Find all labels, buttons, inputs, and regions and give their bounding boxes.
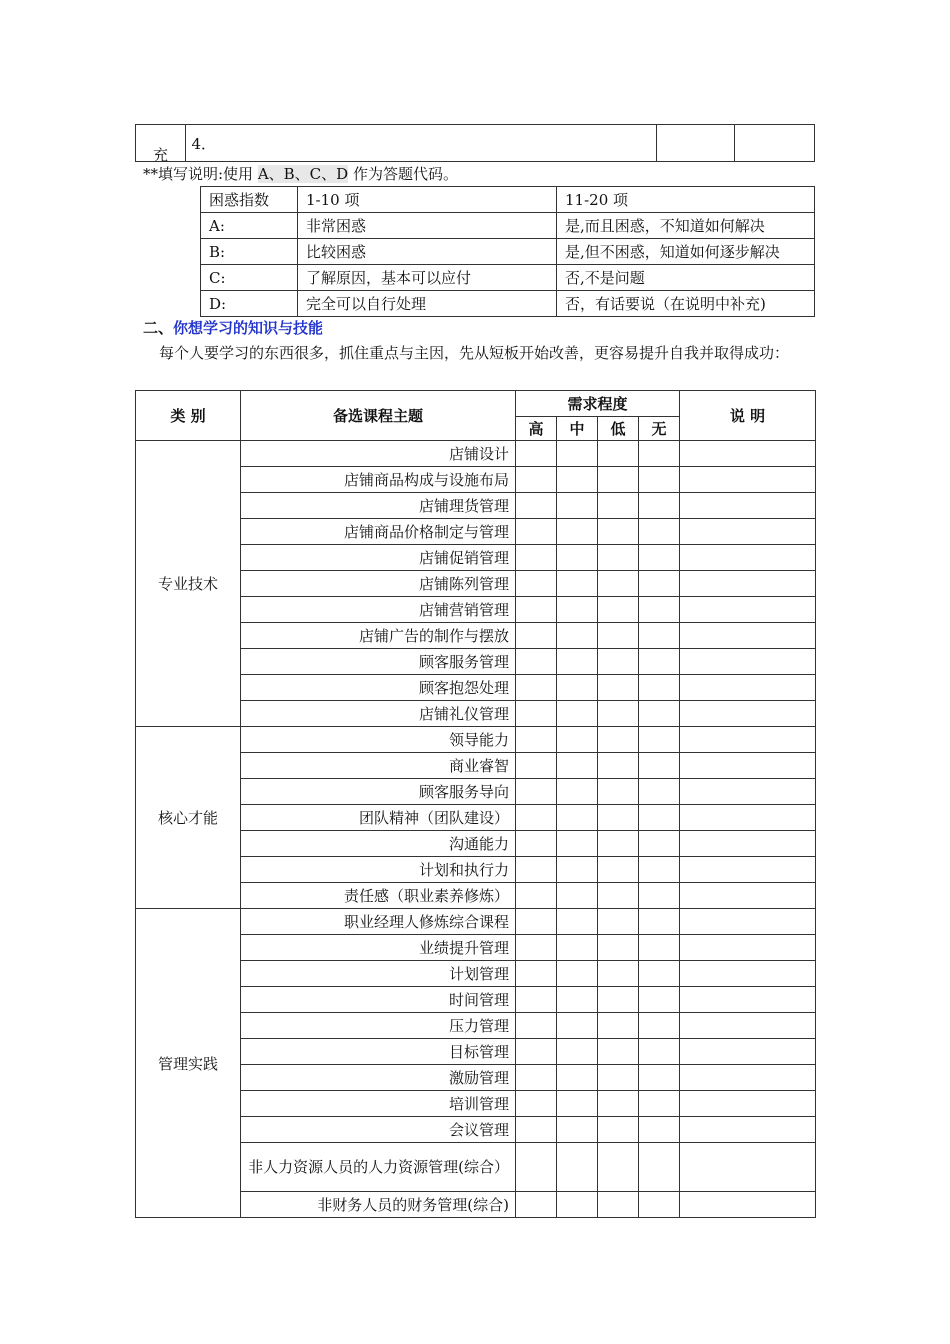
note-cell[interactable] xyxy=(680,493,816,519)
demand-none-cell[interactable] xyxy=(639,519,680,545)
code-header-1-10: 1-10 项 xyxy=(298,187,557,213)
demand-high-cell[interactable] xyxy=(516,857,557,883)
topic-cell: 职业经理人修炼综合课程 xyxy=(241,909,516,935)
demand-mid-cell[interactable] xyxy=(557,1065,598,1091)
demand-low-cell[interactable] xyxy=(598,1039,639,1065)
supplement-table xyxy=(135,124,815,162)
demand-none-cell[interactable] xyxy=(639,1117,680,1143)
demand-mid-cell[interactable] xyxy=(557,805,598,831)
note-cell[interactable] xyxy=(680,1143,816,1192)
code-cell: B: xyxy=(201,239,298,265)
topic-cell: 顾客服务导向 xyxy=(241,779,516,805)
topic-cell: 店铺理货管理 xyxy=(241,493,516,519)
demand-high-cell[interactable] xyxy=(516,779,557,805)
demand-none-cell[interactable] xyxy=(639,805,680,831)
demand-low-cell[interactable] xyxy=(598,805,639,831)
supplement-item-cell[interactable]: 4． xyxy=(185,125,657,162)
code-row-d xyxy=(201,291,815,317)
note-cell[interactable] xyxy=(680,753,816,779)
demand-low-cell[interactable] xyxy=(598,753,639,779)
note-cell[interactable] xyxy=(680,623,816,649)
demand-high-cell[interactable] xyxy=(516,883,557,909)
demand-high-cell[interactable] xyxy=(516,727,557,753)
demand-high-cell[interactable] xyxy=(516,987,557,1013)
demand-mid-cell[interactable] xyxy=(557,701,598,727)
topic-cell: 培训管理 xyxy=(241,1091,516,1117)
topic-cell: 店铺商品构成与设施布局 xyxy=(241,467,516,493)
demand-high-cell[interactable] xyxy=(516,805,557,831)
demand-none-cell[interactable] xyxy=(639,1065,680,1091)
note-cell[interactable] xyxy=(680,805,816,831)
code-cell: 比较困惑 xyxy=(298,239,557,265)
demand-none-cell[interactable] xyxy=(639,545,680,571)
demand-high-cell[interactable] xyxy=(516,1143,557,1192)
header-note: 说 明 xyxy=(680,391,816,441)
note-cell[interactable] xyxy=(680,467,816,493)
demand-low-cell[interactable] xyxy=(598,987,639,1013)
note-cell[interactable] xyxy=(680,1091,816,1117)
note-cell[interactable] xyxy=(680,649,816,675)
demand-none-cell[interactable] xyxy=(639,597,680,623)
topic-cell: 店铺设计 xyxy=(241,441,516,467)
note-cell[interactable] xyxy=(680,571,816,597)
table-row xyxy=(136,909,816,935)
note-cell[interactable] xyxy=(680,727,816,753)
demand-mid-cell[interactable] xyxy=(557,935,598,961)
demand-low-cell[interactable] xyxy=(598,883,639,909)
topic-cell: 激励管理 xyxy=(241,1065,516,1091)
demand-low-cell[interactable] xyxy=(598,909,639,935)
demand-mid-cell[interactable] xyxy=(557,649,598,675)
demand-high-cell[interactable] xyxy=(516,623,557,649)
demand-high-cell[interactable] xyxy=(516,1065,557,1091)
supplement-label-cell xyxy=(136,125,186,162)
demand-none-cell[interactable] xyxy=(639,779,680,805)
demand-low-cell[interactable] xyxy=(598,961,639,987)
note-cell[interactable] xyxy=(680,1039,816,1065)
section-title-text: 你想学习的知识与技能 xyxy=(173,319,324,337)
topic-cell: 责任感（职业素养修炼） xyxy=(241,883,516,909)
demand-none-cell[interactable] xyxy=(639,1143,680,1192)
demand-low-cell[interactable] xyxy=(598,649,639,675)
code-cell: 非常困惑 xyxy=(298,213,557,239)
topic-cell: 业绩提升管理 xyxy=(241,935,516,961)
demand-high-cell[interactable] xyxy=(516,675,557,701)
demand-high-cell[interactable] xyxy=(516,1039,557,1065)
supplement-blank-2[interactable] xyxy=(735,125,815,162)
demand-high-cell[interactable] xyxy=(516,649,557,675)
demand-mid-cell[interactable] xyxy=(557,1039,598,1065)
topic-cell: 非财务人员的财务管理(综合) xyxy=(241,1192,516,1218)
note-cell[interactable] xyxy=(680,779,816,805)
header-demand: 需求程度 xyxy=(516,391,680,417)
topic-cell: 压力管理 xyxy=(241,1013,516,1039)
fill-note-suffix: 作为答题代码。 xyxy=(348,165,458,183)
demand-low-cell[interactable] xyxy=(598,727,639,753)
supplement-char: 充 xyxy=(153,146,169,164)
topic-cell: 领导能力 xyxy=(241,727,516,753)
category-cell: 核心才能 xyxy=(136,727,241,909)
note-cell[interactable] xyxy=(680,987,816,1013)
note-cell[interactable] xyxy=(680,857,816,883)
demand-low-cell[interactable] xyxy=(598,441,639,467)
supplement-blank-1[interactable] xyxy=(657,125,735,162)
header-level-high: 高 xyxy=(516,417,557,441)
demand-none-cell[interactable] xyxy=(639,623,680,649)
header-level-none: 无 xyxy=(639,417,680,441)
topic-cell: 目标管理 xyxy=(241,1039,516,1065)
demand-high-cell[interactable] xyxy=(516,545,557,571)
topic-cell: 店铺礼仪管理 xyxy=(241,701,516,727)
section-number: 二、 xyxy=(143,319,174,337)
demand-none-cell[interactable] xyxy=(639,441,680,467)
demand-mid-cell[interactable] xyxy=(557,1117,598,1143)
category-cell: 管理实践 xyxy=(136,909,241,1218)
demand-none-cell[interactable] xyxy=(639,987,680,1013)
demand-high-cell[interactable] xyxy=(516,597,557,623)
topic-cell: 时间管理 xyxy=(241,987,516,1013)
code-cell: D: xyxy=(201,291,298,317)
demand-mid-cell[interactable] xyxy=(557,961,598,987)
intro-paragraph: 每个人要学习的东西很多，抓住重点与主因，先从短板开始改善，更容易提升自我并取得成功： xyxy=(159,344,790,362)
topic-cell: 计划和执行力 xyxy=(241,857,516,883)
demand-low-cell[interactable] xyxy=(598,597,639,623)
demand-low-cell[interactable] xyxy=(598,779,639,805)
demand-high-cell[interactable] xyxy=(516,1192,557,1218)
note-cell[interactable] xyxy=(680,961,816,987)
note-cell[interactable] xyxy=(680,441,816,467)
demand-high-cell[interactable] xyxy=(516,935,557,961)
demand-low-cell[interactable] xyxy=(598,1065,639,1091)
topic-cell: 顾客服务管理 xyxy=(241,649,516,675)
demand-none-cell[interactable] xyxy=(639,1013,680,1039)
demand-mid-cell[interactable] xyxy=(557,493,598,519)
note-cell[interactable] xyxy=(680,1192,816,1218)
demand-none-cell[interactable] xyxy=(639,935,680,961)
note-cell[interactable] xyxy=(680,519,816,545)
demand-none-cell[interactable] xyxy=(639,675,680,701)
demand-mid-cell[interactable] xyxy=(557,1143,598,1192)
demand-high-cell[interactable] xyxy=(516,519,557,545)
demand-none-cell[interactable] xyxy=(639,493,680,519)
note-cell[interactable] xyxy=(680,935,816,961)
topic-cell: 商业睿智 xyxy=(241,753,516,779)
demand-high-cell[interactable] xyxy=(516,493,557,519)
demand-mid-cell[interactable] xyxy=(557,753,598,779)
demand-low-cell[interactable] xyxy=(598,571,639,597)
topic-cell: 店铺商品价格制定与管理 xyxy=(241,519,516,545)
demand-none-cell[interactable] xyxy=(639,831,680,857)
code-row-c xyxy=(201,265,815,291)
demand-low-cell[interactable] xyxy=(598,519,639,545)
topic-cell: 计划管理 xyxy=(241,961,516,987)
demand-high-cell[interactable] xyxy=(516,701,557,727)
demand-high-cell[interactable] xyxy=(516,441,557,467)
table-row xyxy=(136,441,816,467)
topic-cell: 沟通能力 xyxy=(241,831,516,857)
demand-high-cell[interactable] xyxy=(516,961,557,987)
demand-low-cell[interactable] xyxy=(598,701,639,727)
code-cell: 否，有话要说（在说明中补充) xyxy=(557,291,815,317)
demand-mid-cell[interactable] xyxy=(557,883,598,909)
note-cell[interactable] xyxy=(680,831,816,857)
demand-none-cell[interactable] xyxy=(639,701,680,727)
demand-none-cell[interactable] xyxy=(639,961,680,987)
code-cell: 了解原因，基本可以应付 xyxy=(298,265,557,291)
demand-mid-cell[interactable] xyxy=(557,831,598,857)
header-category: 类 别 xyxy=(136,391,241,441)
demand-low-cell[interactable] xyxy=(598,675,639,701)
confusion-index-table xyxy=(200,186,815,317)
note-cell[interactable] xyxy=(680,597,816,623)
demand-high-cell[interactable] xyxy=(516,1091,557,1117)
demand-low-cell[interactable] xyxy=(598,1091,639,1117)
demand-low-cell[interactable] xyxy=(598,545,639,571)
demand-high-cell[interactable] xyxy=(516,1117,557,1143)
topic-cell: 店铺陈列管理 xyxy=(241,571,516,597)
demand-mid-cell[interactable] xyxy=(557,779,598,805)
topic-cell: 顾客抱怨处理 xyxy=(241,675,516,701)
note-cell[interactable] xyxy=(680,701,816,727)
note-cell[interactable] xyxy=(680,909,816,935)
demand-mid-cell[interactable] xyxy=(557,909,598,935)
demand-mid-cell[interactable] xyxy=(557,1091,598,1117)
fill-note-codes: A、B、C、D xyxy=(257,165,349,183)
fill-note-prefix: **填写说明:使用 xyxy=(143,165,258,183)
code-cell: C: xyxy=(201,265,298,291)
demand-none-cell[interactable] xyxy=(639,571,680,597)
table-row xyxy=(136,727,816,753)
code-row-b xyxy=(201,239,815,265)
demand-mid-cell[interactable] xyxy=(557,1192,598,1218)
demand-none-cell[interactable] xyxy=(639,1039,680,1065)
demand-low-cell[interactable] xyxy=(598,1143,639,1192)
demand-none-cell[interactable] xyxy=(639,1091,680,1117)
fill-instructions xyxy=(143,163,458,184)
note-cell[interactable] xyxy=(680,1117,816,1143)
header-topic: 备选课程主题 xyxy=(241,391,516,441)
topic-cell: 会议管理 xyxy=(241,1117,516,1143)
code-row-a xyxy=(201,213,815,239)
code-cell: 否,不是问题 xyxy=(557,265,815,291)
demand-low-cell[interactable] xyxy=(598,935,639,961)
demand-mid-cell[interactable] xyxy=(557,467,598,493)
demand-none-cell[interactable] xyxy=(639,883,680,909)
demand-low-cell[interactable] xyxy=(598,623,639,649)
demand-none-cell[interactable] xyxy=(639,1192,680,1218)
demand-low-cell[interactable] xyxy=(598,1117,639,1143)
demand-low-cell[interactable] xyxy=(598,1013,639,1039)
note-cell[interactable] xyxy=(680,1013,816,1039)
demand-mid-cell[interactable] xyxy=(557,987,598,1013)
demand-none-cell[interactable] xyxy=(639,857,680,883)
demand-high-cell[interactable] xyxy=(516,571,557,597)
demand-high-cell[interactable] xyxy=(516,467,557,493)
code-cell: A: xyxy=(201,213,298,239)
demand-none-cell[interactable] xyxy=(639,467,680,493)
note-cell[interactable] xyxy=(680,1065,816,1091)
demand-high-cell[interactable] xyxy=(516,831,557,857)
demand-mid-cell[interactable] xyxy=(557,675,598,701)
topic-cell: 非人力资源人员的人力资源管理(综合） xyxy=(241,1143,516,1192)
course-demand-table xyxy=(135,390,816,1218)
demand-low-cell[interactable] xyxy=(598,857,639,883)
header-level-mid: 中 xyxy=(557,417,598,441)
topic-cell: 团队精神（团队建设） xyxy=(241,805,516,831)
code-header-index: 困惑指数 xyxy=(201,187,298,213)
demand-low-cell[interactable] xyxy=(598,1192,639,1218)
course-table-body xyxy=(136,441,816,1218)
demand-low-cell[interactable] xyxy=(598,831,639,857)
demand-mid-cell[interactable] xyxy=(557,1013,598,1039)
note-cell[interactable] xyxy=(680,883,816,909)
demand-mid-cell[interactable] xyxy=(557,857,598,883)
demand-mid-cell[interactable] xyxy=(557,545,598,571)
demand-high-cell[interactable] xyxy=(516,1013,557,1039)
demand-none-cell[interactable] xyxy=(639,727,680,753)
demand-none-cell[interactable] xyxy=(639,649,680,675)
demand-mid-cell[interactable] xyxy=(557,727,598,753)
note-cell[interactable] xyxy=(680,545,816,571)
section-heading xyxy=(143,317,323,338)
topic-cell: 店铺广告的制作与摆放 xyxy=(241,623,516,649)
demand-mid-cell[interactable] xyxy=(557,441,598,467)
demand-none-cell[interactable] xyxy=(639,753,680,779)
demand-mid-cell[interactable] xyxy=(557,571,598,597)
code-cell: 是,但不困惑，知道如何逐步解决 xyxy=(557,239,815,265)
code-header-11-20: 11-20 项 xyxy=(557,187,815,213)
demand-mid-cell[interactable] xyxy=(557,597,598,623)
topic-cell: 店铺促销管理 xyxy=(241,545,516,571)
demand-mid-cell[interactable] xyxy=(557,623,598,649)
demand-high-cell[interactable] xyxy=(516,753,557,779)
demand-low-cell[interactable] xyxy=(598,493,639,519)
note-cell[interactable] xyxy=(680,675,816,701)
code-cell: 是,而且困惑，不知道如何解决 xyxy=(557,213,815,239)
demand-mid-cell[interactable] xyxy=(557,519,598,545)
demand-none-cell[interactable] xyxy=(639,909,680,935)
code-cell: 完全可以自行处理 xyxy=(298,291,557,317)
header-level-low: 低 xyxy=(598,417,639,441)
category-cell: 专业技术 xyxy=(136,441,241,727)
demand-low-cell[interactable] xyxy=(598,467,639,493)
topic-cell: 店铺营销管理 xyxy=(241,597,516,623)
demand-high-cell[interactable] xyxy=(516,909,557,935)
